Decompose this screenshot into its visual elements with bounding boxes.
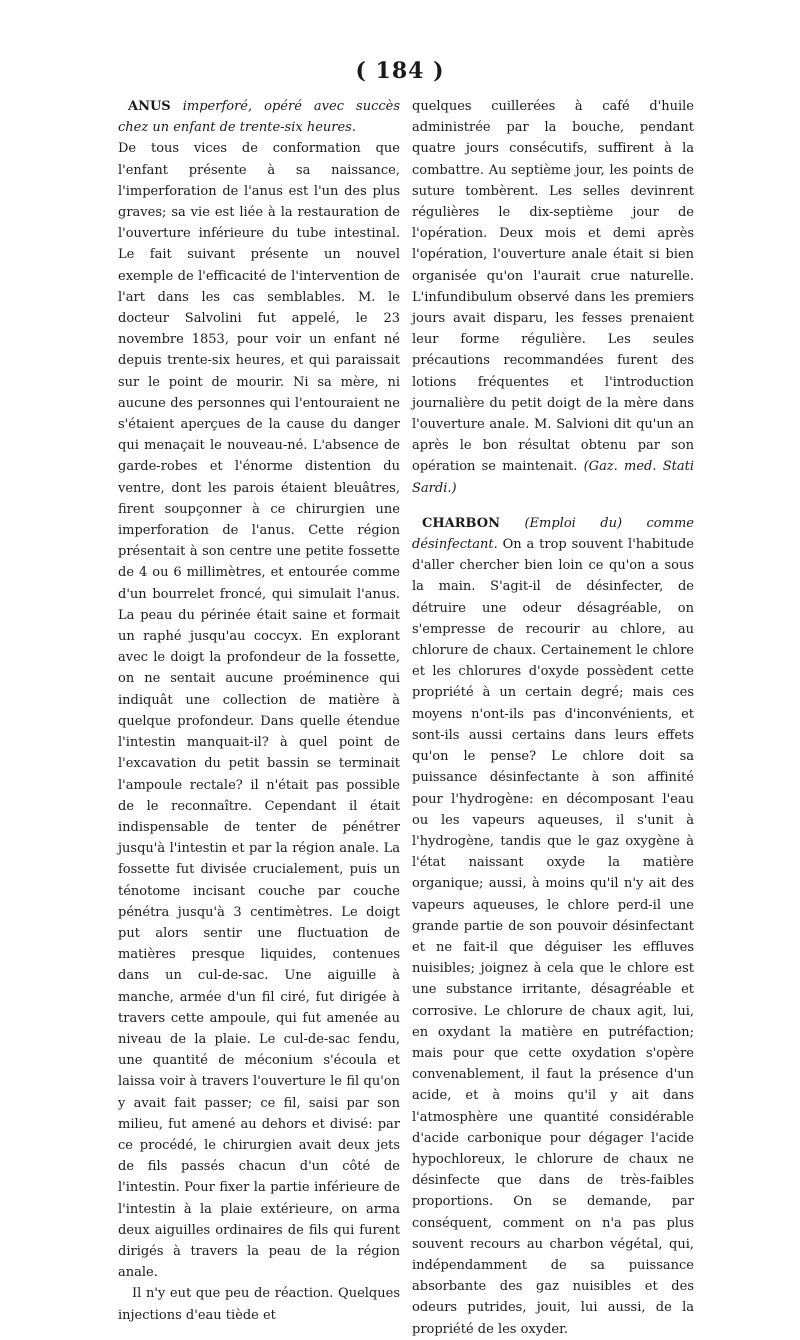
right-paragraph-1-text: quelques cuillerées à café d'huile administrée par la bouche, pendant quatre jours consécutifs, suffirent à la combattre. Au septième jour, les points de suture tombèrent. Les selles devinrent régulières le dix-septième jour de l'opération. Deux mois et demi après l'opération, l'ouverture anale était si bien organisée qu'on l'aurait crue naturelle. L'infundibulum observé dans les premiers jours avait disparu, les fesses prenaient leur forme régulière. Les seules précautions recommandées furent des lotions fréquentes et l'introduction journalière du petit doigt de la mère dans l'ouverture anale. M. Salvioni dit qu'un an après le bon résultat obtenu par son opération se maintenait. — [412, 99, 694, 475]
page-number: ( 184 ) — [355, 58, 445, 84]
entry-title-charbon — [412, 513, 694, 1340]
left-paragraph-1: De tous vices de conformation que l'enfant présente à sa naissance, l'imperforation de l'anus est l'un des plus graves; sa vie est liée à la restauration de l'ouverture inférieure du tube intestinal. Le fait suivant présente un nouvel exemple de l'efficacité de l'intervention de l'art dans les cas semblables. M. le docteur Salvolini fut appelé, le 23 novembre 1853, pour voir un enfant né depuis trente-six heures, et qui paraissait sur le point de mourir. Ni sa mère, ni aucune des personnes qui l'entouraient ne s'étaient aperçues de la cause du danger qui menaçait le nouveau-né. L'absence de garde-robes et l'énorme distention du ventre, dont les parois étaient bleuâtres, firent soupçonner à ce chirurgien une imperforation de l'anus. Cette région présentait à son centre une petite fossette de 4 ou 6 millimètres, et entourée comme d'un bourrelet froncé, qui simulait l'anus. La peau du périnée était saine et formait un raphé jusqu'au coccyx. En explorant avec le doigt la profondeur de la fossette, on ne sentait aucune proéminence qui indiquât une collection de matière à quelque profondeur. Dans quelle étendue l'intestin manquait-il? à quel point de l'excavation du petit bassin se terminait l'ampoule rectale? il n'était pas possible de le reconnaître. Cependant il était indispensable de tenter de pénétrer jusqu'à l'intestin et par la région anale. La fossette fut divisée crucialement, puis un ténotome incisant couche par couche pénétra jusqu'à 3 centimètres. Le doigt put alors sentir une fluctuation de matières presque liquides, contenues dans un cul-de-sac. Une aiguille à manche, armée d'un fil ciré, fut dirigée à travers cette ampoule, qui fut amenée au niveau de la plaie. Le cul-de-sac fendu, une quantité de méconium s'écoula et laissa voir à travers l'ouverture le fil qu'on y avait fait passer; ce fil, saisi par son milieu, fut amené au dehors et divisé: par ce procédé, le chirurgien avait deux jets de fils passés chacun d'un côté de l'intestin. Pour fixer la partie inférieure de l'intestin à la plaie extérieure, on arma deux aiguilles ordinaires de fils qui furent dirigés à travers la peau de la région anale. — [118, 141, 400, 1281]
left-paragraph-2: Il n'y eut que peu de réaction. Quelques injections d'eau tiède et — [118, 1286, 400, 1323]
citation: (Gaz. med. Stati Sardi.) — [412, 459, 694, 496]
entry-head-rest: imperforé, opéré avec succès chez un enfant de trente-six heures. — [118, 99, 400, 136]
right-paragraph-1 — [412, 96, 694, 499]
entry-head-rest: (Emploi du) comme désinfectant. — [412, 515, 694, 553]
entry-head-word: CHARBON — [422, 515, 500, 531]
entry-title-anus — [118, 96, 400, 138]
left-column — [118, 96, 400, 1326]
right-column — [412, 96, 694, 1340]
right-paragraph-2: On a trop souvent l'habitude d'aller chercher bien loin ce qu'on a sous la main. S'agit-il de désinfecter, de détruire une odeur désagréable, on s'empresse de recourir au chlore, au chlorure de chaux. Certainement le chlore et les chlorures d'oxyde possèdent cette propriété à un certain degré; mais ces moyens n'ont-ils pas d'inconvénients, et sont-ils aussi certains dans leurs effets qu'on le pense? Le chlore doit sa puissance désinfectante à son affinité pour l'hydrogène: en décomposant l'eau ou les vapeurs aqueuses, il s'unit à l'hydrogène, tandis que le gaz oxygène à l'état naissant oxyde la matière organique; aussi, à moins qu'il n'y ait des vapeurs aqueuses, le chlore perd-il une grande partie de son pouvoir désinfectant et ne fait-il que déguiser les effluves nuisibles; joignez à cela que le chlore est une substance irritante, désagréable et corrosive. Le chlorure de chaux agit, lui, en oxydant la matière en putréfaction; mais pour que cette oxydation s'opère convenablement, il faut la présence d'un acide, et à moins qu'il y ait dans l'atmosphère une quantité considérable d'acide carbonique pour dégager l'acide hypochloreux, le chlorure de chaux ne désinfecte que dans de très-faibles proportions. On se demande, par conséquent, comment on n'a pas plus souvent recours au charbon végétal, qui, indépendamment de sa puissance absorbante des gaz nuisibles et des odeurs putrides, jouit, lui aussi, de la propriété de les oxyder. — [412, 537, 694, 1337]
entry-head-word: ANUS — [128, 99, 171, 114]
